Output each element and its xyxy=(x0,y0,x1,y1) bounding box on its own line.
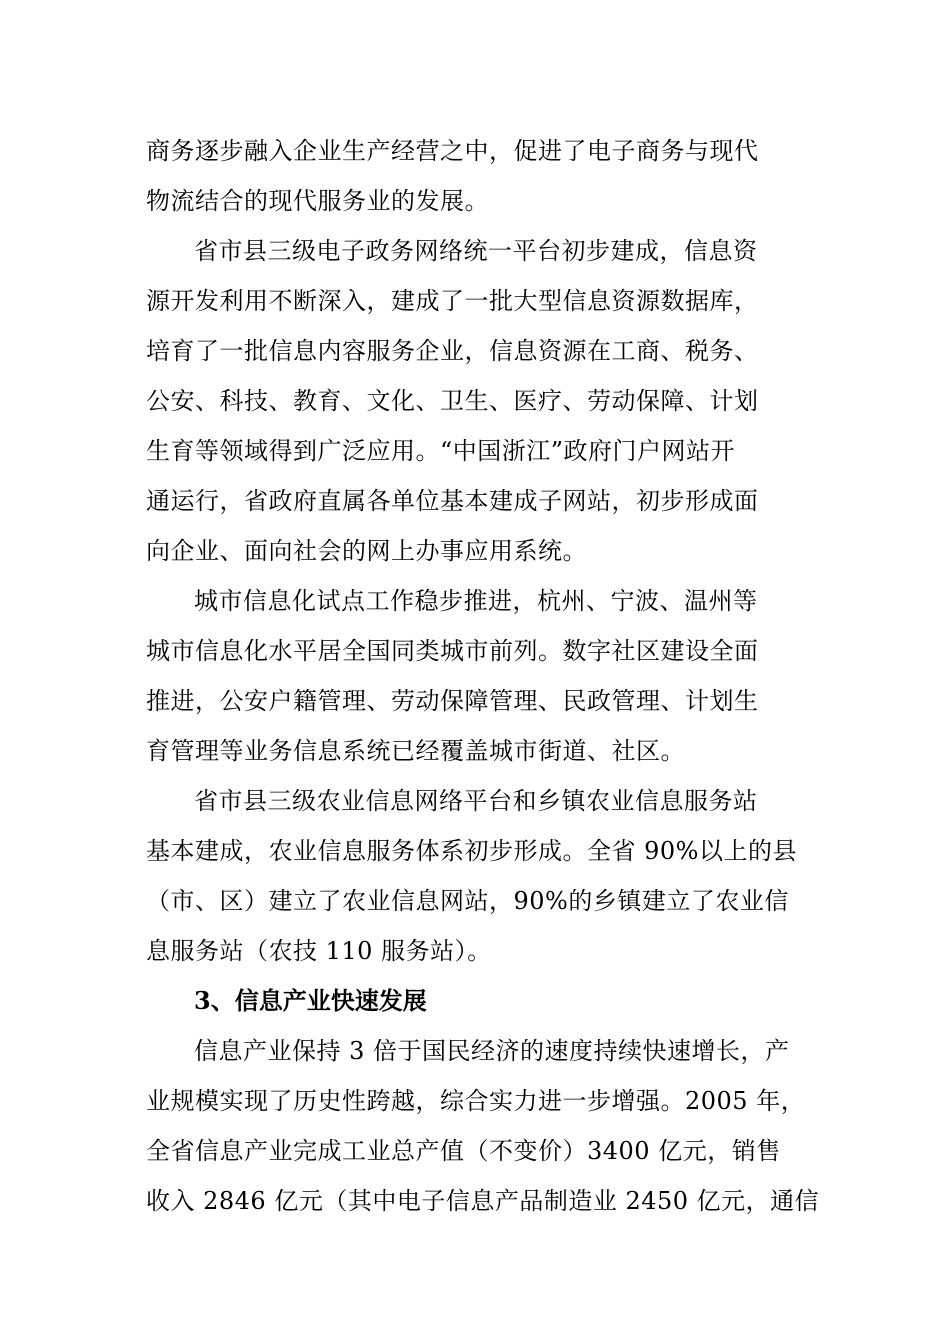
paragraph-start-line: 城市信息化试点工作稳步推进，杭州、宁波、温州等 xyxy=(194,587,758,615)
text-line: 物流结合的现代服务业的发展。 xyxy=(146,187,489,215)
text-line: 城市信息化水平居全国同类城市前列。数字社区建设全面 xyxy=(146,637,759,665)
text-line: 源开发利用不断深入，建成了一批大型信息资源数据库， xyxy=(146,287,759,315)
text-line: 商务逐步融入企业生产经营之中，促进了电子商务与现代 xyxy=(146,137,759,165)
paragraph-start-line: 信息产业保持 3 倍于国民经济的速度持续快速增长，产 xyxy=(194,1037,790,1065)
text-line: 全省信息产业完成工业总产值（不变价）3400 亿元，销售 xyxy=(146,1137,781,1165)
text-line: 基本建成，农业信息服务体系初步形成。全省 90%以上的县 xyxy=(146,837,797,865)
text-line: 生育等领域得到广泛应用。“中国浙江”政府门户网站开 xyxy=(146,437,736,465)
paragraph-start-line: 省市县三级农业信息网络平台和乡镇农业信息服务站 xyxy=(194,787,758,815)
text-line: 育管理等业务信息系统已经覆盖城市街道、社区。 xyxy=(146,737,685,765)
text-line: 培育了一批信息内容服务企业，信息资源在工商、税务、 xyxy=(146,337,759,365)
text-line: 向企业、面向社会的网上办事应用系统。 xyxy=(146,537,587,565)
text-line: 业规模实现了历史性跨越，综合实力进一步增强。2005 年， xyxy=(146,1087,806,1115)
text-line: 通运行，省政府直属各单位基本建成子网站，初步形成面 xyxy=(146,487,759,515)
text-line: 公安、科技、教育、文化、卫生、医疗、劳动保障、计划 xyxy=(146,387,759,415)
text-line: 推进，公安户籍管理、劳动保障管理、民政管理、计划生 xyxy=(146,687,759,715)
text-line: （市、区）建立了农业信息网站，90%的乡镇建立了农业信 xyxy=(146,887,789,915)
text-line: 息服务站（农技 110 服务站）。 xyxy=(146,937,492,965)
text-line: 收入 2846 亿元（其中电子信息产品制造业 2450 亿元，通信 xyxy=(146,1187,820,1215)
section-heading: 3、信息产业快速发展 xyxy=(194,986,427,1015)
paragraph-start-line: 省市县三级电子政务网络统一平台初步建成，信息资 xyxy=(194,237,758,265)
